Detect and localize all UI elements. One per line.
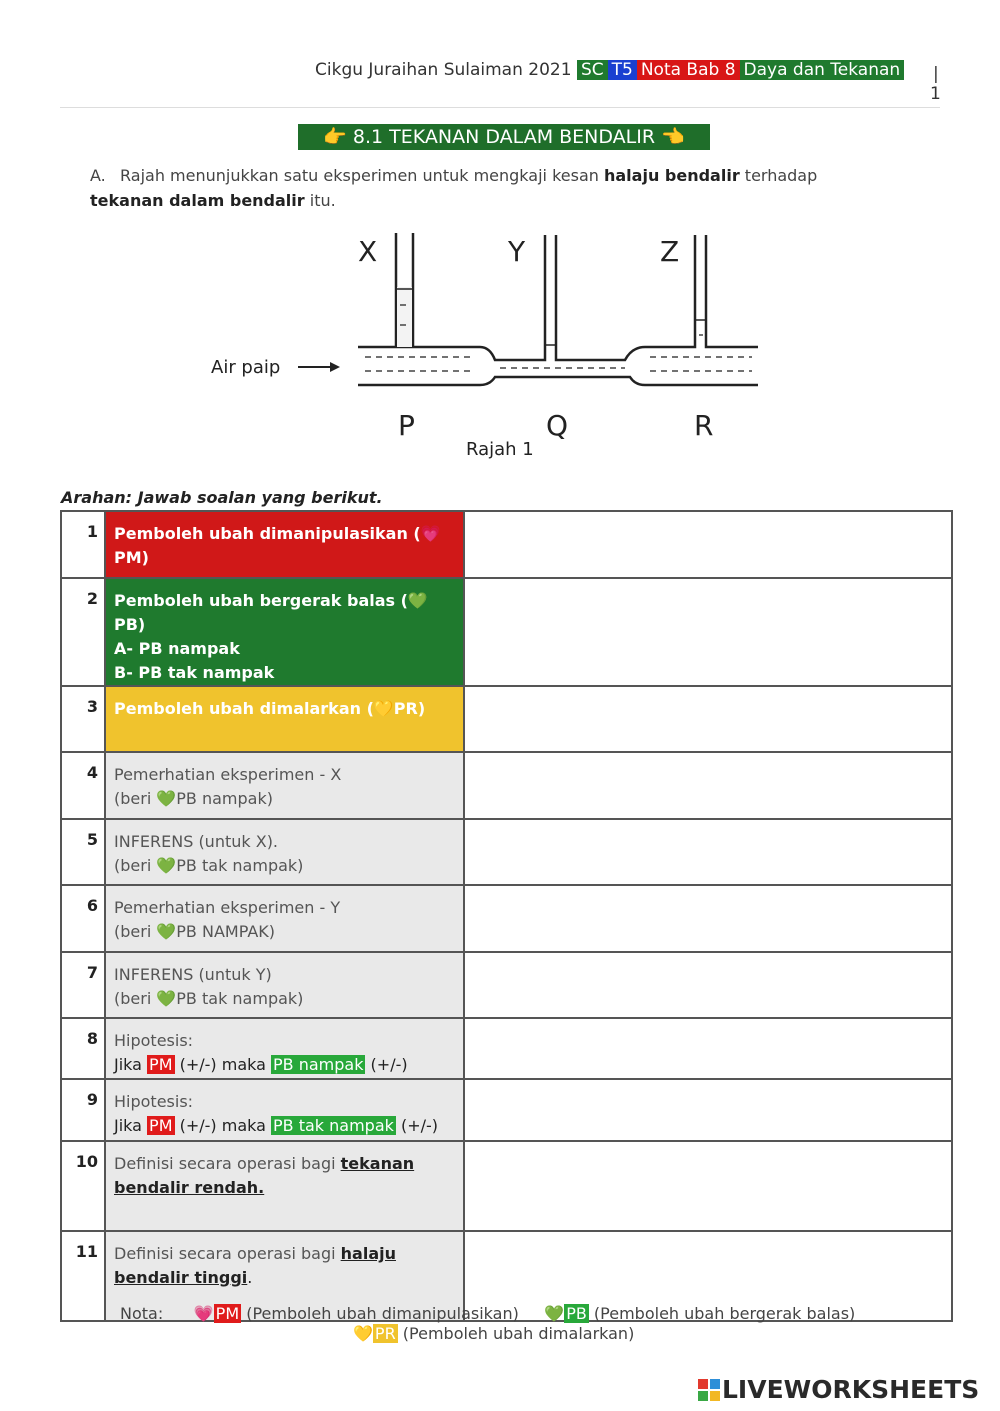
question-line: (beri 💚PB tak nampak) xyxy=(114,989,304,1008)
instruction-text: Arahan: Jawab soalan yang berikut. xyxy=(61,488,383,507)
legend-note xyxy=(120,1304,920,1344)
question-cell: Definisi secara operasi bagi tekanan bendalir rendah. xyxy=(105,1141,464,1231)
pb-tag: PB tak nampak xyxy=(273,1116,394,1135)
question-line: INFERENS (untuk Y) xyxy=(114,965,272,984)
underlined-term: tekanan xyxy=(340,1154,415,1173)
intro-label: A. xyxy=(90,166,106,185)
intro-paragraph xyxy=(90,163,890,213)
pm-tag: PM xyxy=(149,1055,173,1074)
liveworksheets-watermark xyxy=(698,1375,979,1404)
page-header xyxy=(0,58,1000,106)
question-line: Pemboleh ubah dimalarkan (💛PR) xyxy=(114,699,426,718)
heart-pink-icon: 💗 xyxy=(193,1304,214,1323)
question-line: Pemboleh ubah bergerak balas (💚PB) xyxy=(114,591,428,634)
table-row xyxy=(61,1079,952,1141)
header-tag-sc: SC xyxy=(577,60,608,80)
underlined-term: bendalir tinggi xyxy=(114,1268,248,1287)
row-number: 1 xyxy=(61,511,105,578)
tube-label-x: X xyxy=(358,235,378,268)
point-label-p: P xyxy=(398,409,415,442)
hypothesis-line: Jika PM (+/-) maka PB nampak (+/-) xyxy=(114,1055,408,1074)
answer-cell[interactable] xyxy=(464,752,952,819)
question-line: Pemerhatian eksperimen - X xyxy=(114,765,342,784)
pb-tag: PB xyxy=(566,1304,587,1323)
row-number: 8 xyxy=(61,1018,105,1079)
header-tag-nota: Nota Bab 8 xyxy=(637,60,740,80)
row-number: 4 xyxy=(61,752,105,819)
question-line: A- PB nampak xyxy=(114,639,240,658)
diagram-caption: Rajah 1 xyxy=(466,439,534,460)
answer-cell[interactable] xyxy=(464,885,952,952)
row-number: 5 xyxy=(61,819,105,885)
heart-yellow-icon: 💛 xyxy=(353,1324,373,1343)
tube-label-z: Z xyxy=(660,235,680,268)
point-label-q: Q xyxy=(546,409,569,442)
row-number: 10 xyxy=(61,1141,105,1231)
question-cell xyxy=(105,578,464,686)
pm-tag: PM xyxy=(215,1304,240,1323)
answer-cell[interactable] xyxy=(464,1079,952,1141)
header-separator: | xyxy=(933,64,939,84)
pipe-outline xyxy=(358,233,758,385)
venturi-diagram xyxy=(200,225,770,465)
question-line: Pemboleh ubah dimanipulasikan (💗PM) xyxy=(114,524,441,567)
watermark-text: LIVEWORKSHEETS xyxy=(722,1375,980,1404)
heart-green-icon: 💚 xyxy=(544,1304,565,1323)
flow-arrowhead xyxy=(330,362,340,372)
table-row xyxy=(61,952,952,1018)
table-row xyxy=(61,819,952,885)
question-line: Pemerhatian eksperimen - Y xyxy=(114,898,341,917)
table-row xyxy=(61,578,952,686)
question-table xyxy=(60,510,953,1322)
section-title: 👉 8.1 TEKANAN DALAM BENDALIR 👈 xyxy=(298,124,710,150)
table-row xyxy=(61,511,952,578)
row-number: 9 xyxy=(61,1079,105,1141)
pb-tag: PB nampak xyxy=(273,1055,364,1074)
underlined-term: halaju xyxy=(340,1244,396,1263)
legend-line-1: Nota: 💗 PM (Pemboleh ubah dimanipulasikan) 💚 PB (Pemboleh ubah bergerak balas) xyxy=(120,1304,856,1323)
table-row xyxy=(61,686,952,752)
question-cell xyxy=(105,1079,464,1141)
underlined-term: bendalir rendah. xyxy=(114,1178,265,1197)
question-cell: Definisi secara operasi bagi halaju bendalir tinggi. xyxy=(105,1231,464,1321)
question-line: (beri 💚PB tak nampak) xyxy=(114,856,304,875)
answer-cell[interactable] xyxy=(464,1141,952,1231)
row-number: 11 xyxy=(61,1231,105,1321)
table-row xyxy=(61,885,952,952)
question-cell xyxy=(105,819,464,885)
question-cell xyxy=(105,885,464,952)
inlet-label: Air paip xyxy=(211,357,281,378)
answer-cell[interactable] xyxy=(464,686,952,752)
row-number: 3 xyxy=(61,686,105,752)
page-number: 1 xyxy=(930,84,941,104)
question-cell xyxy=(105,952,464,1018)
question-cell xyxy=(105,686,464,752)
question-cell xyxy=(105,1018,464,1079)
table-row xyxy=(61,1141,952,1231)
pr-tag: PR xyxy=(374,1324,396,1343)
header-author: Cikgu Juraihan Sulaiman 2021 xyxy=(315,60,572,80)
tube-x-water xyxy=(397,287,412,347)
header-line xyxy=(315,60,904,80)
row-number: 6 xyxy=(61,885,105,952)
intro-text-2: terhadap xyxy=(739,166,818,185)
liveworksheets-logo-icon xyxy=(698,1379,720,1401)
header-divider xyxy=(60,107,940,108)
question-line: Hipotesis: xyxy=(114,1092,194,1111)
question-line: (beri 💚PB nampak) xyxy=(114,789,273,808)
answer-cell[interactable] xyxy=(464,578,952,686)
hypothesis-line: Jika PM (+/-) maka PB tak nampak (+/-) xyxy=(114,1116,439,1135)
question-line: Hipotesis: xyxy=(114,1031,194,1050)
table-row xyxy=(61,752,952,819)
question-cell xyxy=(105,752,464,819)
table-row xyxy=(61,1018,952,1079)
tube-label-y: Y xyxy=(508,235,526,268)
row-number: 7 xyxy=(61,952,105,1018)
point-label-r: R xyxy=(694,409,714,442)
intro-text-1: Rajah menunjukkan satu eksperimen untuk mengkaji kesan xyxy=(120,166,604,185)
intro-bold-2: tekanan dalam bendalir xyxy=(90,191,305,210)
question-line: (beri 💚PB NAMPAK) xyxy=(114,922,276,941)
answer-cell[interactable] xyxy=(464,819,952,885)
answer-cell[interactable] xyxy=(464,1018,952,1079)
question-line: B- PB tak nampak xyxy=(114,663,275,682)
intro-text-3: itu. xyxy=(304,191,336,210)
question-cell xyxy=(105,511,464,578)
header-tag-topic: Daya dan Tekanan xyxy=(740,60,905,80)
row-number: 2 xyxy=(61,578,105,686)
pm-tag: PM xyxy=(149,1116,173,1135)
answer-cell[interactable] xyxy=(464,952,952,1018)
header-tag-t5: T5 xyxy=(608,60,637,80)
intro-bold-1: halaju bendalir xyxy=(603,166,740,185)
legend-line-2: 💛 PR (Pemboleh ubah dimalarkan) xyxy=(353,1324,635,1343)
question-line: INFERENS (untuk X). xyxy=(114,832,279,851)
answer-cell[interactable] xyxy=(464,511,952,578)
